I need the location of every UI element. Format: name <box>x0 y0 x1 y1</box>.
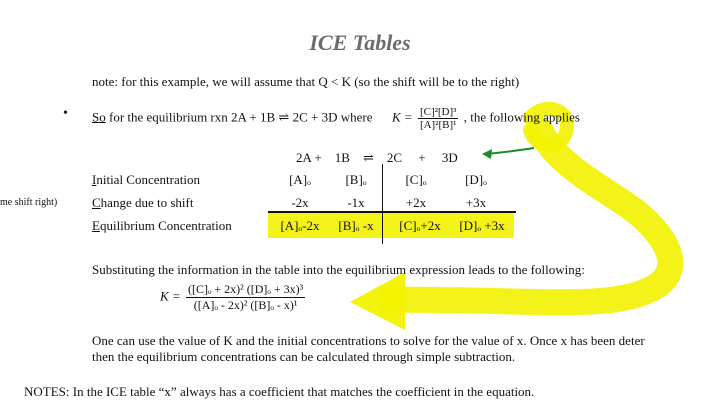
k-expression <box>160 282 307 313</box>
header-2a: 2A + <box>296 150 322 165</box>
cell-initial-c: [C]ₒ <box>405 172 427 187</box>
table-header <box>296 150 458 166</box>
cell-eq-a: [A]ₒ-2x <box>280 218 320 233</box>
cell-change-a: -2x <box>291 195 309 210</box>
notes-text: NOTES: In the ICE table “x” always has a coefficient that matches the coefficient in the equation. <box>24 384 535 399</box>
k-numerator: [C]²[D]³ <box>419 106 457 118</box>
k-denominator: [A]²[B]¹ <box>419 119 457 131</box>
cutoff-margin-note: me shift right) <box>0 197 58 208</box>
so-word: So <box>92 109 106 125</box>
row-label-change: Change due to shift <box>92 195 194 210</box>
paragraph-line-2: then the equilibrium concentrations can be calculated through simple subtraction. <box>92 349 516 364</box>
header-eq: ⇌ <box>362 150 374 165</box>
substituting-text: Substituting the information in the table into the equilibrium expression leads to the following: <box>92 262 585 277</box>
k-label: K = <box>391 109 413 125</box>
header-plus: + <box>418 150 426 165</box>
bullet: • <box>63 106 68 121</box>
header-3d: 3D <box>441 150 458 165</box>
cell-initial-d: [D]ₒ <box>465 172 487 187</box>
cell-change-d: +3x <box>465 195 487 210</box>
reaction-line <box>92 106 580 131</box>
row-label-equilibrium: Equilibrium Concentration <box>92 218 232 233</box>
table-horizontal-rule <box>268 211 516 213</box>
assumption-note: note: for this example, we will assume that Q < K (so the shift will be to the right) <box>92 74 520 89</box>
k-expression-fraction <box>186 282 305 313</box>
cell-eq-d: [D]ₒ +3x <box>459 218 505 233</box>
k-expression-numerator: ([C]ₒ + 2x)² ([D]ₒ + 3x)³ <box>187 282 304 296</box>
applies-text: , the following applies <box>463 109 580 125</box>
header-2c: 2C <box>386 150 403 165</box>
row-label-initial: Initial Concentration <box>92 172 200 187</box>
cell-eq-c: [C]ₒ+2x <box>399 218 441 233</box>
highlight-arrowhead <box>350 272 405 330</box>
reaction-text: for the equilibrium rxn 2A + 1B ⇌ 2C + 3D where <box>105 109 373 125</box>
header-1b: 1B <box>334 150 350 165</box>
k-expression-label: K = <box>160 288 181 304</box>
table-vertical-divider <box>382 164 383 244</box>
cell-change-b: -1x <box>347 195 365 210</box>
cell-change-c: +2x <box>405 195 427 210</box>
cell-initial-a: [A]ₒ <box>289 172 311 187</box>
green-arrow <box>478 142 538 164</box>
k-fraction <box>418 106 459 131</box>
cell-initial-b: [B]ₒ <box>345 172 367 187</box>
paragraph-line-1: One can use the value of K and the initial concentrations to solve for the value of x. Once x has been deter <box>92 333 645 348</box>
page-title: ICE Tables <box>309 30 411 55</box>
k-expression-denominator: ([A]ₒ - 2x)² ([B]ₒ - x)¹ <box>193 298 298 312</box>
cell-eq-b: [B]ₒ -x <box>338 218 374 233</box>
